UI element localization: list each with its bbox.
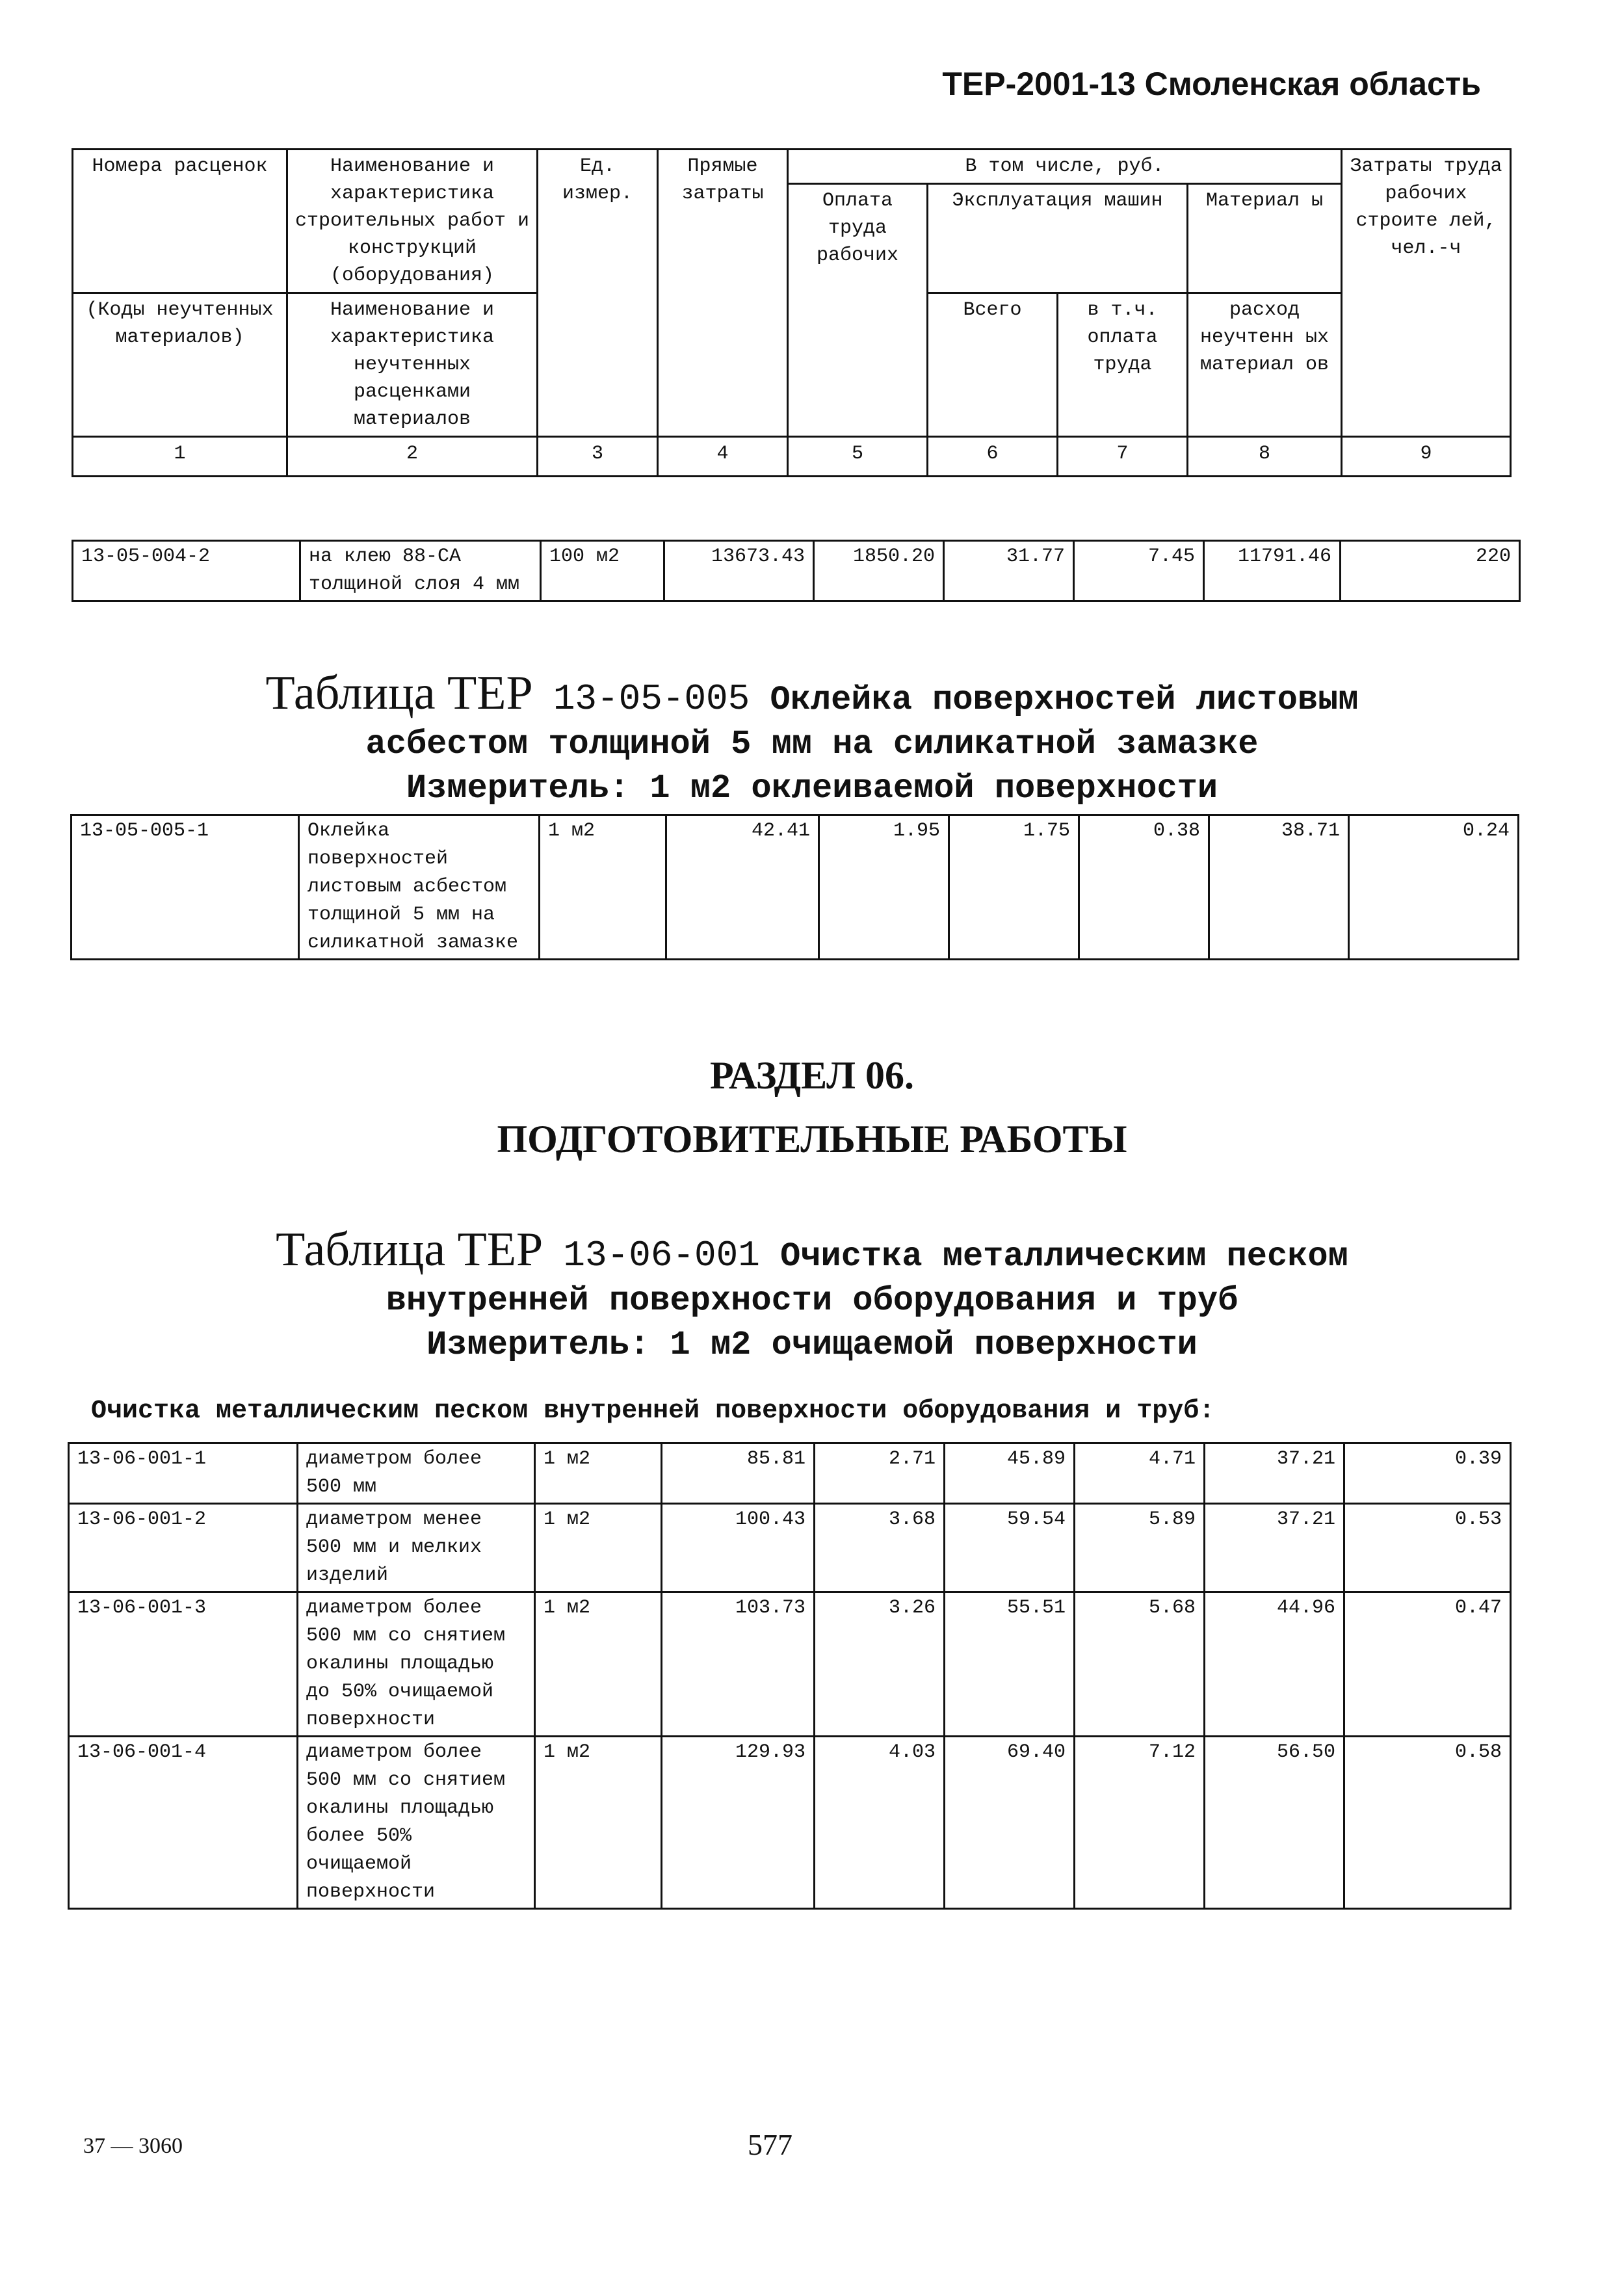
col-number: 8 [1188, 437, 1342, 477]
rate-name: диаметром менее 500 мм и мелких изделий [298, 1504, 535, 1592]
table-title-13-06-001 [0, 1223, 1624, 1367]
table-title-line2: внутренней поверхности оборудования и труб [386, 1282, 1238, 1320]
col-materials-unaccounted-header: расход неучтенн ых материал ов [1188, 293, 1342, 437]
rate-labor-pay: 4.03 [815, 1737, 945, 1909]
col-number: 5 [788, 437, 928, 477]
rate-direct: 13673.43 [664, 541, 814, 601]
rate-materials: 37.21 [1205, 1504, 1344, 1592]
table-row [69, 1737, 1511, 1909]
table-title-line1: Очистка металлическим песком [780, 1237, 1348, 1276]
rate-machines-total: 59.54 [945, 1504, 1075, 1592]
rate-code: 13-06-001-2 [69, 1504, 298, 1592]
rate-labor-cost: 220 [1341, 541, 1520, 601]
col-code2-header: (Коды неучтенных материалов) [73, 293, 287, 437]
table-title-line1: Оклейка поверхностей листовым [770, 681, 1359, 719]
col-name2-header: Наименование и характеристика неучтенных расценками материалов [287, 293, 538, 437]
rate-unit: 100 м2 [541, 541, 664, 601]
col-number: 7 [1058, 437, 1188, 477]
rate-machines-total: 69.40 [945, 1737, 1075, 1909]
rate-direct: 129.93 [662, 1737, 815, 1909]
table-row [69, 1443, 1511, 1504]
rate-machines-labor: 5.68 [1075, 1592, 1205, 1737]
rate-machines-total: 45.89 [945, 1443, 1075, 1504]
rate-code: 13-06-001-3 [69, 1592, 298, 1737]
col-direct-header: Прямые затраты [658, 150, 788, 437]
col-machines-header: Эксплуатация машин [928, 184, 1188, 293]
rate-labor-cost: 0.47 [1344, 1592, 1511, 1737]
rate-machines-labor: 7.12 [1075, 1737, 1205, 1909]
rate-machines-labor: 4.71 [1075, 1443, 1205, 1504]
table-row [69, 1504, 1511, 1592]
col-number: 3 [538, 437, 658, 477]
col-machines-labor-header: в т.ч. оплата труда [1058, 293, 1188, 437]
col-labor-cost-header: Затраты труда рабочих строите лей, чел.-ч [1342, 150, 1511, 437]
rate-labor-cost: 0.39 [1344, 1443, 1511, 1504]
rate-materials: 37.21 [1205, 1443, 1344, 1504]
col-machines-total-header: Всего [928, 293, 1058, 437]
rate-materials: 11791.46 [1204, 541, 1341, 601]
col-code-header: Номера расценок [73, 150, 287, 293]
rate-unit: 1 м2 [535, 1504, 662, 1592]
table-title-lead: Таблица ТЕР [276, 1223, 544, 1276]
table-title-code: 13-05-005 [553, 678, 750, 720]
table-title-13-05-005 [0, 666, 1624, 811]
rate-unit: 1 м2 [540, 815, 666, 960]
section-number: РАЗДЕЛ 06. [709, 1054, 915, 1097]
rate-code: 13-06-001-4 [69, 1737, 298, 1909]
rate-name: диаметром более 500 мм со снятием окалины площадью более 50% очищаемой поверхности [298, 1737, 535, 1909]
col-number: 2 [287, 437, 538, 477]
rate-labor-pay: 3.68 [815, 1504, 945, 1592]
table-title-lead: Таблица ТЕР [265, 666, 533, 720]
rate-machines-labor: 5.89 [1075, 1504, 1205, 1592]
rate-labor-pay: 1850.20 [814, 541, 944, 601]
col-materials-header: Материал ы [1188, 184, 1342, 293]
rate-code: 13-05-004-2 [73, 541, 300, 601]
rate-machines-total: 55.51 [945, 1592, 1075, 1737]
col-labor-pay-header: Оплата труда рабочих [788, 184, 928, 437]
section-title: ПОДГОТОВИТЕЛЬНЫЕ РАБОТЫ [497, 1118, 1127, 1161]
rate-machines-total: 31.77 [944, 541, 1074, 601]
rate-materials: 44.96 [1205, 1592, 1344, 1737]
rate-labor-pay: 1.95 [819, 815, 949, 960]
rate-code: 13-06-001-1 [69, 1443, 298, 1504]
rate-name: Оклейка поверхностей листовым асбестом толщиной 5 мм на силикатной замазке [299, 815, 540, 960]
rate-name: на клею 88-СА толщиной слоя 4 мм [300, 541, 541, 601]
rates-table-13-05-005 [70, 814, 1519, 960]
col-number: 6 [928, 437, 1058, 477]
rate-machines-labor: 7.45 [1074, 541, 1204, 601]
col-number: 4 [658, 437, 788, 477]
rate-name: диаметром более 500 мм со снятием окалины площадью до 50% очищаемой поверхности [298, 1592, 535, 1737]
table-row [69, 1592, 1511, 1737]
rate-code: 13-05-005-1 [72, 815, 299, 960]
rate-direct: 85.81 [662, 1443, 815, 1504]
rate-unit: 1 м2 [535, 1443, 662, 1504]
table-title-code: 13-06-001 [563, 1235, 760, 1276]
rate-machines-total: 1.75 [949, 815, 1079, 960]
rate-labor-pay: 3.26 [815, 1592, 945, 1737]
page-number: 577 [748, 2128, 792, 2161]
rate-materials: 56.50 [1205, 1737, 1344, 1909]
rates-table-13-06-001 [68, 1442, 1512, 1910]
rate-labor-cost: 0.53 [1344, 1504, 1511, 1592]
table-meter: Измеритель: 1 м2 очищаемой поверхности [426, 1326, 1198, 1364]
rate-direct: 103.73 [662, 1592, 815, 1737]
col-name-header: Наименование и характеристика строительных работ и конструкций (оборудования) [287, 150, 538, 293]
rate-unit: 1 м2 [535, 1737, 662, 1909]
rate-direct: 42.41 [666, 815, 819, 960]
group-title: Очистка металлическим песком внутренней поверхности оборудования и труб: [91, 1397, 1215, 1426]
rate-name: диаметром более 500 мм [298, 1443, 535, 1504]
rate-labor-pay: 2.71 [815, 1443, 945, 1504]
rate-labor-cost: 0.24 [1349, 815, 1519, 960]
document-header: ТЕР-2001-13 Смоленская область [942, 66, 1481, 102]
table-meter: Измеритель: 1 м2 оклеиваемой поверхности [406, 769, 1218, 808]
table-row [72, 815, 1519, 960]
rate-labor-cost: 0.58 [1344, 1737, 1511, 1909]
rate-direct: 100.43 [662, 1504, 815, 1592]
rate-machines-labor: 0.38 [1079, 815, 1209, 960]
rate-materials: 38.71 [1209, 815, 1349, 960]
rates-table-13-05-004 [72, 540, 1521, 602]
column-header-table [72, 148, 1512, 477]
table-row [73, 541, 1520, 601]
col-number: 1 [73, 437, 287, 477]
table-title-line2: асбестом толщиной 5 мм на силикатной замазке [365, 725, 1259, 763]
col-unit-header: Ед. измер. [538, 150, 658, 437]
col-incl-header: В том числе, руб. [788, 150, 1342, 184]
footer-code: 37 — 3060 [83, 2134, 183, 2158]
col-number: 9 [1342, 437, 1511, 477]
rate-unit: 1 м2 [535, 1592, 662, 1737]
